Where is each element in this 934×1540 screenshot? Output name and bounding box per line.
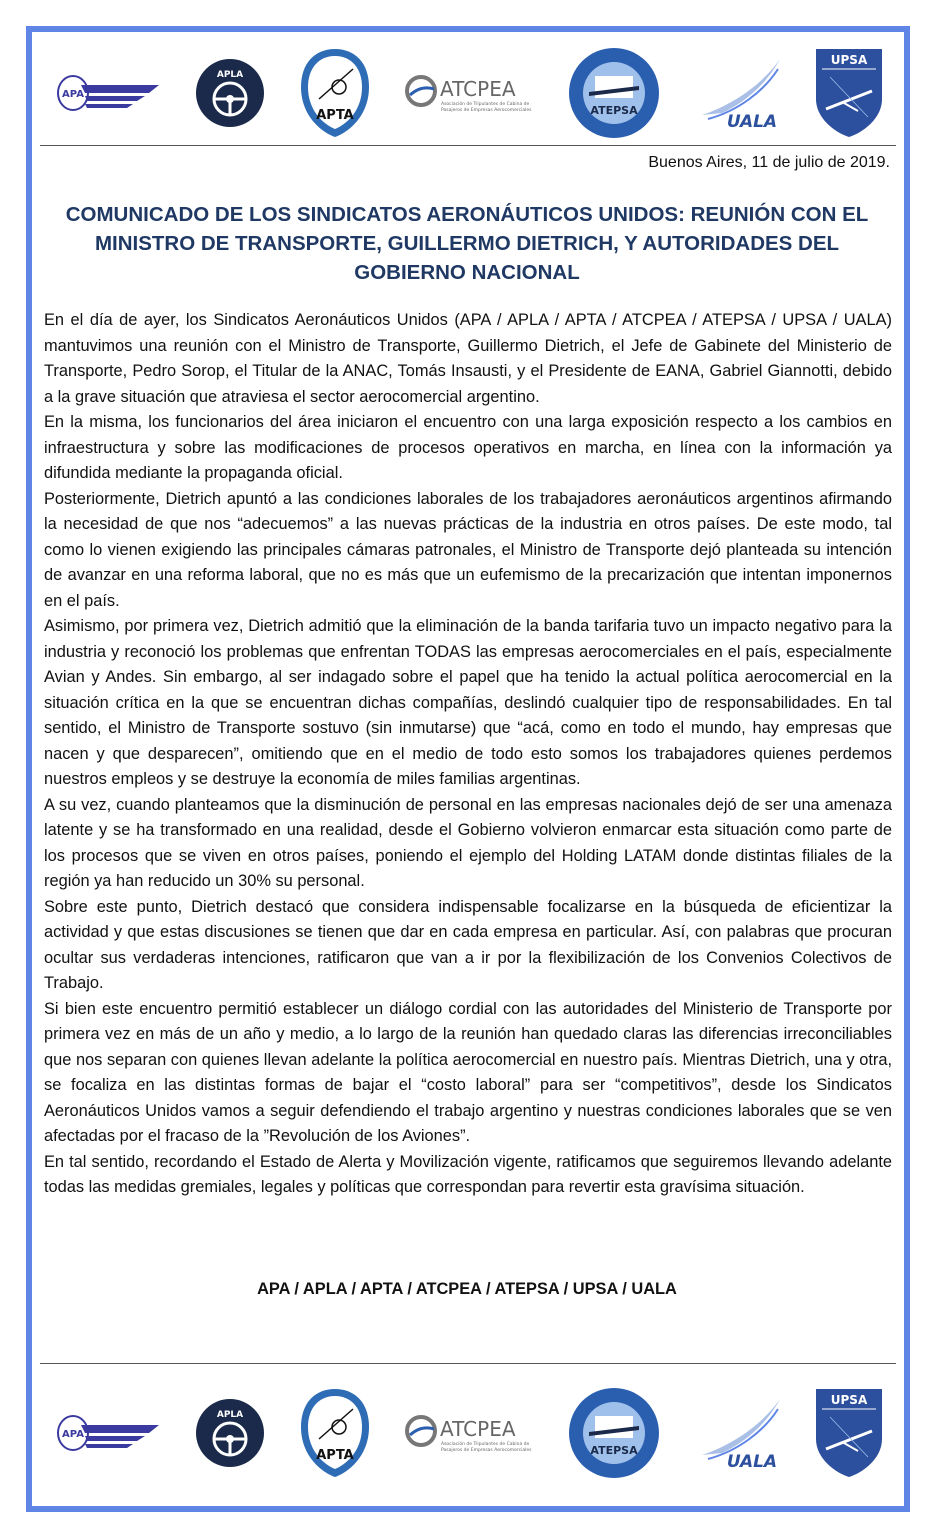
paragraph: En tal sentido, recordando el Estado de Alerta y Movilización vigente, ratificamos que seguiremos llevando adelante todas las medidas gremiales, legales y políticas que correspondan para revertir esta gravísima situación. — [44, 1152, 892, 1196]
svg-text:Asociación de Tripulantes de C: Asociación de Tripulantes de Cabina de — [440, 102, 530, 107]
svg-text:APA: APA — [62, 1429, 85, 1440]
svg-text:ATCPEA: ATCPEA — [439, 77, 516, 101]
svg-text:ATEPSA: ATEPSA — [590, 104, 638, 117]
atepsa-logo — [567, 1386, 661, 1480]
svg-text:ATCPEA: ATCPEA — [439, 1417, 516, 1441]
upsa-logo — [814, 47, 884, 139]
upsa-logo — [814, 1387, 884, 1479]
svg-text:Asociación de Tripulantes de C: Asociación de Tripulantes de Cabina de — [440, 1442, 530, 1447]
svg-text:UALA: UALA — [726, 1452, 777, 1471]
paragraph: A su vez, cuando planteamos que la disminución de personal en las empresas nacionales dejó de ser una amenaza latente y se ha transformado en una realidad, desde el Gobierno volvieron enmarcar esta situación como parte de los procesos que se viven en otros países, poniendo el ejemplo del Holding LATAM donde distintas filiales de la región ya han reducido un 30% su personal. — [44, 795, 892, 890]
paragraph: En el día de ayer, los Sindicatos Aeronáuticos Unidos (APA / APLA / APTA / ATCPEA / ATEPSA / UPSA / UALA) mantuvimos una reunión con el Ministro de Transporte, Guillermo Dietrich, el Jefe de Gabinete del Ministerio de Transporte, Pedro Sorop, el Titular de la ANAC, Tomás Insausti, y el Presidente de EANA, Gabriel Giannotti, debido a la grave situación que atraviesa el sector aerocomercial argentino. — [44, 311, 892, 406]
svg-text:APA: APA — [62, 89, 85, 100]
document-title: COMUNICADO DE LOS SINDICATOS AERONÁUTICOS UNIDOS: REUNIÓN CON EL MINISTRO DE TRANSPORTE, GUILLERMO DIETRICH, Y AUTORIDADES DEL GOBIERNO NACIONAL — [65, 203, 869, 284]
svg-text:Pasajeros de Empresas Aerocome: Pasajeros de Empresas Aerocomerciales — [440, 1448, 532, 1453]
footer-logo-row — [36, 1378, 900, 1488]
svg-text:APTA: APTA — [316, 108, 354, 123]
uala-logo — [692, 55, 784, 131]
svg-text:APTA: APTA — [316, 1448, 354, 1463]
svg-text:UPSA: UPSA — [831, 1393, 868, 1407]
atcpea-logo — [404, 1411, 536, 1455]
apa-logo — [51, 63, 163, 123]
svg-text:UALA: UALA — [726, 112, 777, 131]
atcpea-logo — [404, 71, 536, 115]
apta-logo — [297, 47, 373, 139]
apta-logo — [297, 1387, 373, 1479]
svg-text:APLA: APLA — [217, 70, 244, 80]
paragraph: En la misma, los funcionarios del área iniciaron el encuentro con una larga exposición respecto a los cambios en infraestructura y sobre las modificaciones de procesos operativos en marcha, en línea con la información ya difundida mediante la propaganda oficial. — [44, 413, 892, 482]
document-date: Buenos Aires, 11 de julio de 2019. — [648, 154, 890, 171]
paragraph: Asimismo, por primera vez, Dietrich admitió que la eliminación de la banda tarifaria tuvo un impacto negativo para la industria y reconoció los problemas que enfrentan TODAS las empresas aerocomerciales en el país, especialmente Avian y Andes. Sin embargo, al ser indagado sobre el papel que ha tenido la actual política aerocomercial en la situación crítica en la que se encuentran dichas compañías, deslindó cualquier tipo de responsabilidades. En tal sentido, el Ministro de Transporte sostuvo (sin inmutarse) que “acá, como en todo el mundo, hay empresas que nacen y que desparecen”, omitiendo que en el medio de todo esto somos los trabajadores quienes perdemos nuestros empleos y se destruye la economía de miles familias argentinas. — [44, 617, 892, 788]
paragraph: Si bien este encuentro permitió establecer un diálogo cordial con las autoridades del Ministerio de Transporte por primera vez en más de un año y medio, a lo largo de la reunión han quedado claras las diferencias irreconciliables que nos separan con quienes llevan adelante la política aerocomercial en nuestro país. Mientras Dietrich, una y otra, se focaliza en las distintas formas de bajar el “costo laboral” para ser “competitivos”, desde los Sindicatos Aeronáuticos Unidos vamos a seguir defendiendo el trabajo argentino y nuestras condiciones laborales que se ven afectadas por el fracaso de la ”Revolución de los Aviones”. — [44, 999, 892, 1145]
signature-line: APA / APLA / APTA / ATCPEA / ATEPSA / UPSA / UALA — [257, 1280, 677, 1298]
svg-text:APLA: APLA — [217, 1410, 244, 1420]
header-divider — [40, 145, 896, 146]
document-body — [44, 308, 892, 1201]
svg-text:Pasajeros de Empresas Aerocome: Pasajeros de Empresas Aerocomerciales — [440, 108, 532, 113]
footer-divider — [40, 1363, 896, 1364]
apla-logo — [194, 57, 266, 129]
apla-logo — [194, 1397, 266, 1469]
apa-logo — [51, 1403, 163, 1463]
header-logo-row — [36, 38, 900, 148]
svg-text:ATEPSA: ATEPSA — [590, 1444, 638, 1457]
paragraph: Posteriormente, Dietrich apuntó a las condiciones laborales de los trabajadores aeronáuticos argentinos afirmando la necesidad de que nos “adecuemos” a las nuevas prácticas de la industria en otros países. De este modo, tal como lo vienen exigiendo las principales cámaras patronales, el Ministro de Transporte dejó planteada su intención de avanzar en una reforma laboral, que no es más que un eufemismo de la precarización que intentan imponernos en el país. — [44, 489, 892, 610]
atepsa-logo — [567, 46, 661, 140]
paragraph: Sobre este punto, Dietrich destacó que considera indispensable focalizarse en la búsqueda de eficientizar la actividad y que estas discusiones se tienen que dar en cada empresa en particular. Así, con palabras que procuran ocultar sus verdaderas intenciones, ratificaron que van a ir por la flexibilización de los Convenios Colectivos de Trabajo. — [44, 897, 892, 992]
uala-logo — [692, 1395, 784, 1471]
svg-text:UPSA: UPSA — [831, 53, 868, 67]
